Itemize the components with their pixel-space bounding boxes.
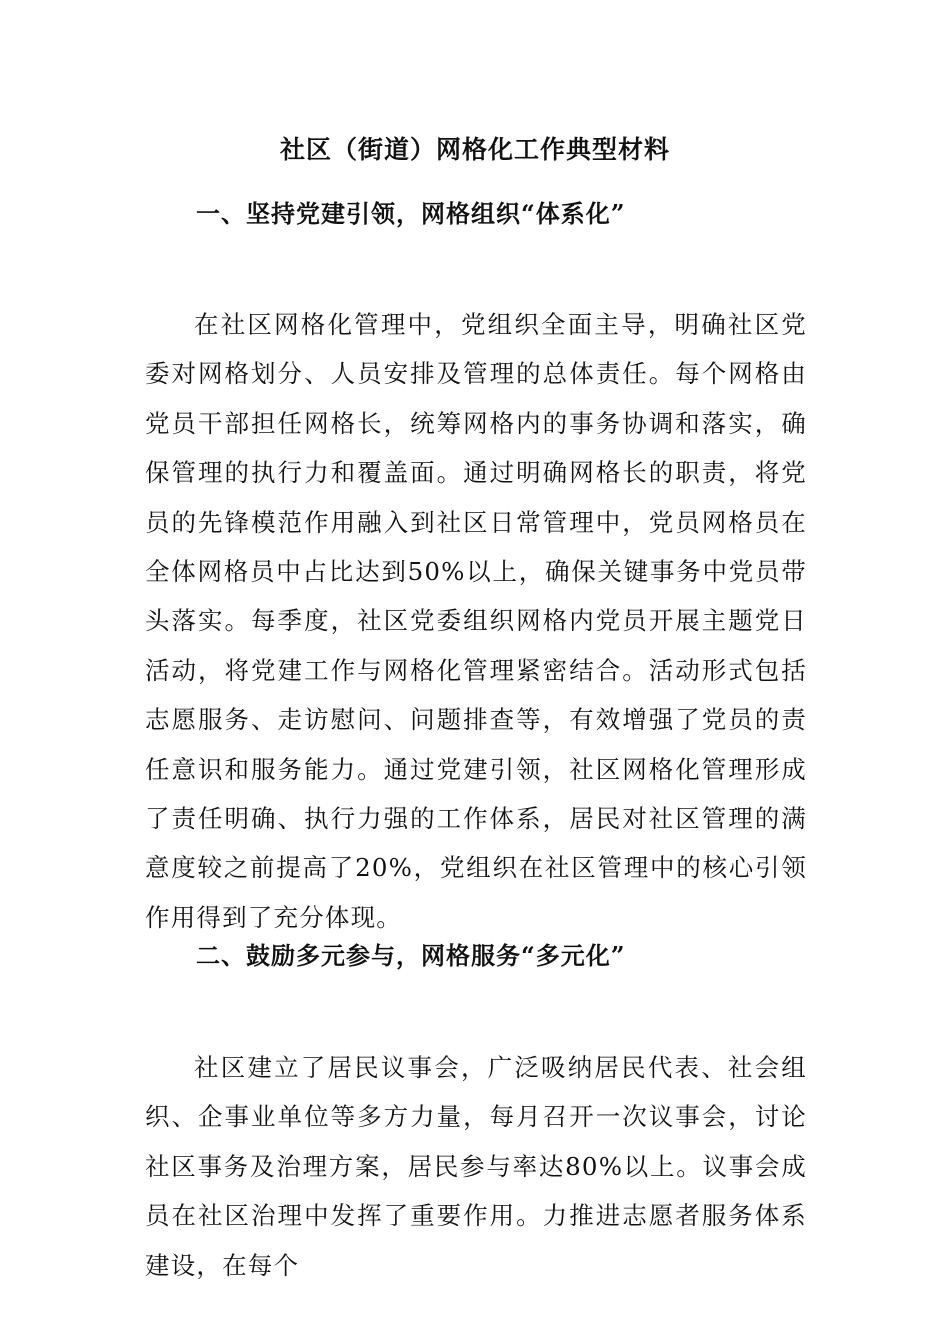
section-paragraph-1: 在社区网格化管理中，党组织全面主导，明确社区党委对网格划分、人员安排及管理的总体责任。每个网格由党员干部担任网格长，统筹网格内的事务协调和落实，确保管理的执行力和覆盖面。通过明确网格长的职责，将党员的先锋模范作用融入到社区日常管理中，党员网格员在全体网格员中占比达到50%以上，确保关键事务中党员带头落实。每季度，社区党委组织网格内党员开展主题党日活动，将党建工作与网格化管理紧密结合。活动形式包括志愿服务、走访慰问、问题排查等，有效增强了党员的责任意识和服务能力。通过党建引领，社区网格化管理形成了责任明确、执行力强的工作体系，居民对社区管理的满意度较之前提高了20%，党组织在社区管理中的核心引领作用得到了充分体现。 xyxy=(145,310,807,932)
section-heading-1: 一、坚持党建引领，网格组织“体系化” xyxy=(196,199,626,228)
section-paragraph-2: 社区建立了居民议事会，广泛吸纳居民代表、社会组织、企事业单位等多方力量，每月召开一次议事会，讨论社区事务及治理方案，居民参与率达80%以上。议事会成员在社区治理中发挥了重要作用。力推进志愿者服务体系建设，在每个 xyxy=(145,1053,807,1280)
section-heading-2: 二、鼓励多元参与，网格服务“多元化” xyxy=(196,941,626,970)
document-title: 社区（街道）网格化工作典型材料 xyxy=(279,135,670,164)
